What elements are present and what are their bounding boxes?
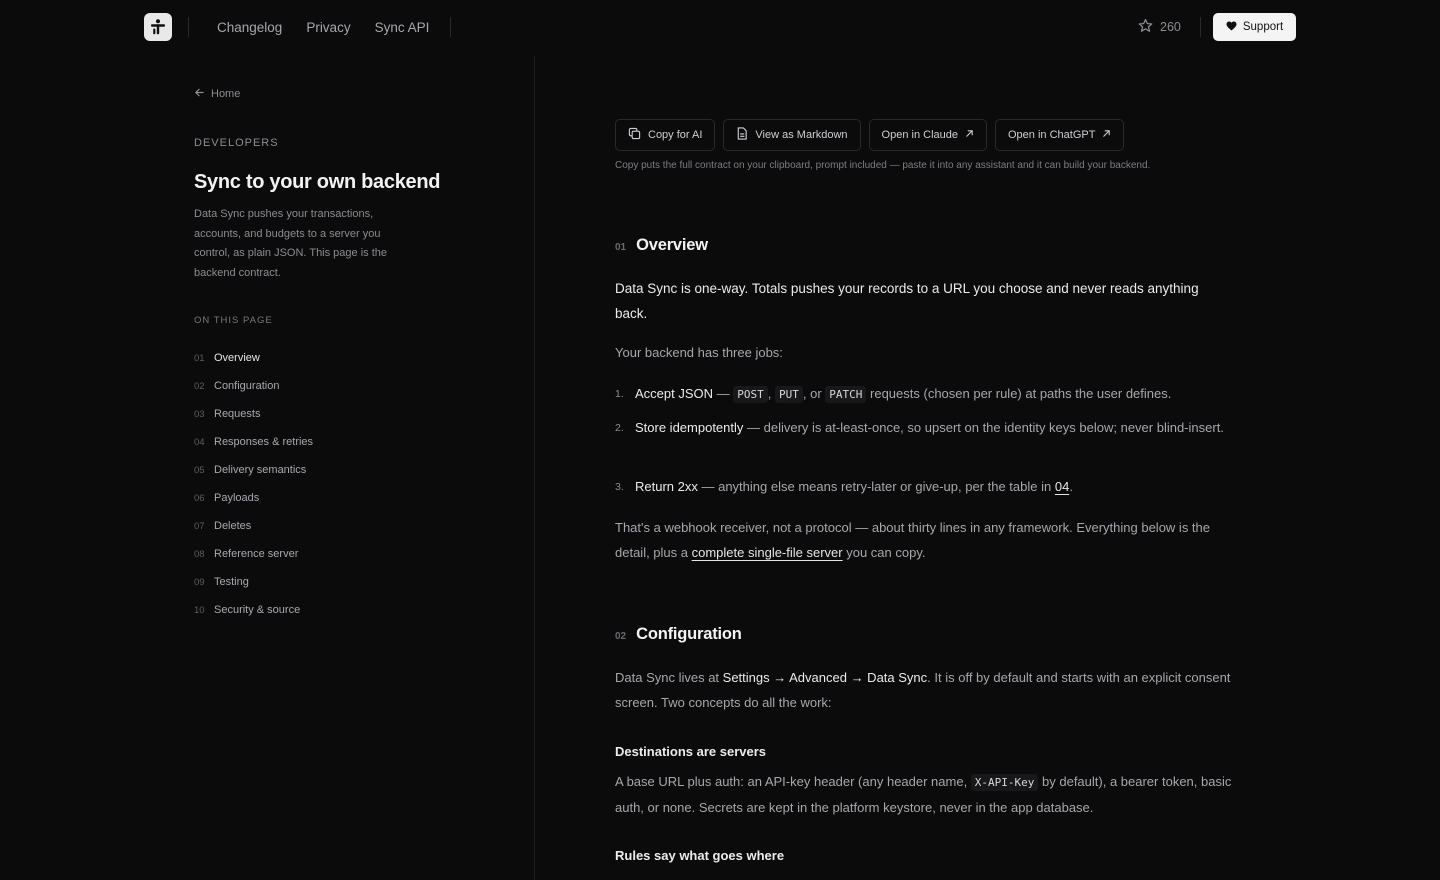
- home-link[interactable]: [194, 87, 240, 101]
- list-text: [635, 382, 1171, 408]
- section-title: Overview: [636, 236, 708, 254]
- toc-label: Configuration: [214, 380, 280, 392]
- configuration-intro: [615, 666, 1233, 715]
- settings-path: Settings → Advanced → Data Sync: [722, 670, 928, 685]
- job-rest: — anything else means retry-later or give-up, per the table in: [697, 479, 1055, 494]
- subheading-destinations: Destinations are servers: [615, 744, 767, 759]
- copy-for-ai-button[interactable]: [615, 119, 715, 151]
- page-description: Data Sync pushes your transactions, accounts, and budgets to a server you control, as plain JSON. This page is the backend contract.: [194, 208, 388, 279]
- toc-item-requests[interactable]: [194, 400, 313, 428]
- arrow-left-icon: [194, 87, 205, 101]
- nav-sync-api[interactable]: Sync API: [374, 19, 430, 35]
- page-title: Sync to your own backend: [194, 171, 441, 193]
- subheading-rules: Rules say what goes where: [615, 848, 785, 863]
- code-patch: PATCH: [825, 386, 866, 403]
- code-put: PUT: [775, 386, 803, 403]
- list-number: 2.: [615, 422, 624, 434]
- toc-item-responses-retries[interactable]: [194, 428, 313, 456]
- job-rest: — delivery is at-least-once, so upsert on the identity keys below; never blind-insert.: [743, 420, 1224, 435]
- toc-label: Reference server: [214, 548, 299, 560]
- toc-number: 09: [194, 576, 205, 588]
- toc-number: 07: [194, 520, 205, 532]
- view-markdown-label: View as Markdown: [755, 129, 848, 141]
- external-arrow-icon: [965, 129, 974, 141]
- destinations-text: [615, 770, 1233, 820]
- toc-number: 06: [194, 492, 205, 504]
- toc-label: Overview: [214, 352, 260, 364]
- external-arrow-icon: [1102, 129, 1111, 141]
- toc-label: Delivery semantics: [214, 464, 307, 476]
- toc-item-deletes[interactable]: [194, 512, 313, 540]
- toc-item-reference-server[interactable]: [194, 540, 313, 568]
- toc-label: Payloads: [214, 492, 260, 504]
- app-logo-icon[interactable]: [144, 13, 172, 41]
- section-number: 02: [615, 631, 627, 642]
- toc-label: Security & source: [214, 604, 301, 616]
- list-text: [635, 416, 1224, 441]
- closing-text: you can copy.: [842, 544, 926, 560]
- job-end: .: [1069, 479, 1073, 494]
- copy-for-ai-label: Copy for AI: [648, 129, 703, 141]
- list-number: 1.: [615, 388, 624, 400]
- code-post: POST: [733, 386, 768, 403]
- list-item: [615, 475, 1233, 500]
- table-of-contents: [194, 344, 313, 624]
- toc-item-overview[interactable]: [194, 344, 313, 372]
- toc-label: Requests: [214, 408, 261, 420]
- document-icon: [736, 127, 748, 143]
- nav-changelog[interactable]: Changelog: [217, 19, 283, 35]
- view-markdown-button[interactable]: [723, 119, 860, 151]
- config-text: Data Sync lives at: [615, 670, 723, 685]
- job-strong: Store idempotently: [635, 420, 744, 435]
- list-item: [615, 416, 1233, 441]
- jobs-intro: Your backend has three jobs:: [615, 345, 783, 360]
- overview-closing: [615, 516, 1233, 565]
- job-sep: ,: [767, 386, 775, 401]
- copy-icon: [628, 127, 641, 143]
- toc-number: 03: [194, 408, 205, 420]
- section-heading-configuration: [615, 625, 742, 644]
- toc-item-security-source[interactable]: [194, 596, 313, 624]
- stars-count: 260: [1160, 20, 1181, 34]
- toc-label: Deletes: [214, 520, 252, 532]
- header-nav: [217, 0, 429, 54]
- code-header-name: X-API-Key: [971, 774, 1039, 791]
- top-bar: [0, 0, 1440, 54]
- dest-text: A base URL plus auth: an API-key header (any header name,: [615, 774, 971, 789]
- toc-number: 04: [194, 436, 205, 448]
- config-text: . It is off by default and starts with an explicit consent screen. Two concepts do all the work:: [615, 670, 1231, 710]
- toc-number: 01: [194, 352, 205, 364]
- list-number: 3.: [615, 481, 624, 493]
- nav-privacy[interactable]: Privacy: [306, 19, 351, 35]
- column-divider: [534, 56, 535, 880]
- open-in-claude-button[interactable]: [869, 119, 987, 151]
- toc-number: 08: [194, 548, 205, 560]
- toc-label: Testing: [214, 576, 249, 588]
- header-separator: [188, 17, 189, 37]
- job-sep: , or: [802, 386, 826, 401]
- dest-text: by default), a bearer token, basic auth, or none. Secrets are kept in the platform keystore, never in the app database.: [615, 774, 1232, 815]
- toc-label: Responses & retries: [214, 436, 314, 448]
- section-title: Configuration: [636, 625, 742, 643]
- toc-number: 10: [194, 604, 205, 616]
- job-rest: requests (chosen per rule) at paths the user defines.: [866, 386, 1172, 401]
- section-eyebrow: DEVELOPERS: [194, 137, 279, 149]
- single-file-server-link[interactable]: complete single-file server: [691, 544, 843, 560]
- star-icon: [1138, 18, 1153, 36]
- open-in-chatgpt-button[interactable]: [995, 119, 1124, 151]
- toc-item-testing[interactable]: [194, 568, 313, 596]
- toc-item-payloads[interactable]: [194, 484, 313, 512]
- toc-number: 02: [194, 380, 205, 392]
- closing-text: That's a webhook receiver, not a protocol — about thirty lines in any framework. Everything below is the detail, plus a: [615, 520, 1210, 560]
- home-label: Home: [211, 88, 241, 100]
- section-04-link[interactable]: 04: [1054, 479, 1070, 494]
- support-button[interactable]: [1213, 13, 1296, 41]
- header-separator: [450, 17, 451, 37]
- list-text: [635, 475, 1073, 500]
- heart-icon: [1226, 21, 1237, 34]
- list-item: [615, 382, 1233, 408]
- job-strong: Return 2xx: [635, 479, 698, 494]
- toc-item-delivery-semantics[interactable]: [194, 456, 313, 484]
- github-stars[interactable]: [1138, 18, 1181, 36]
- action-bar: [615, 119, 1124, 151]
- open-in-claude-label: Open in Claude: [881, 129, 958, 141]
- overview-lead: Data Sync is one-way. Totals pushes your records to a URL you choose and never reads anything back.: [615, 281, 1199, 321]
- toc-item-configuration[interactable]: [194, 372, 313, 400]
- copy-hint: Copy puts the full contract on your clipboard, prompt included — paste it into any assistant and it can build your backend.: [615, 160, 1151, 171]
- toc-heading: ON THIS PAGE: [194, 315, 273, 326]
- header-separator: [1200, 17, 1201, 37]
- open-in-chatgpt-label: Open in ChatGPT: [1008, 129, 1096, 141]
- job-sep: —: [713, 386, 734, 401]
- job-strong: Accept JSON: [635, 386, 714, 401]
- support-label: Support: [1242, 21, 1284, 33]
- section-heading-overview: [615, 236, 708, 255]
- toc-number: 05: [194, 464, 205, 476]
- section-number: 01: [615, 242, 627, 253]
